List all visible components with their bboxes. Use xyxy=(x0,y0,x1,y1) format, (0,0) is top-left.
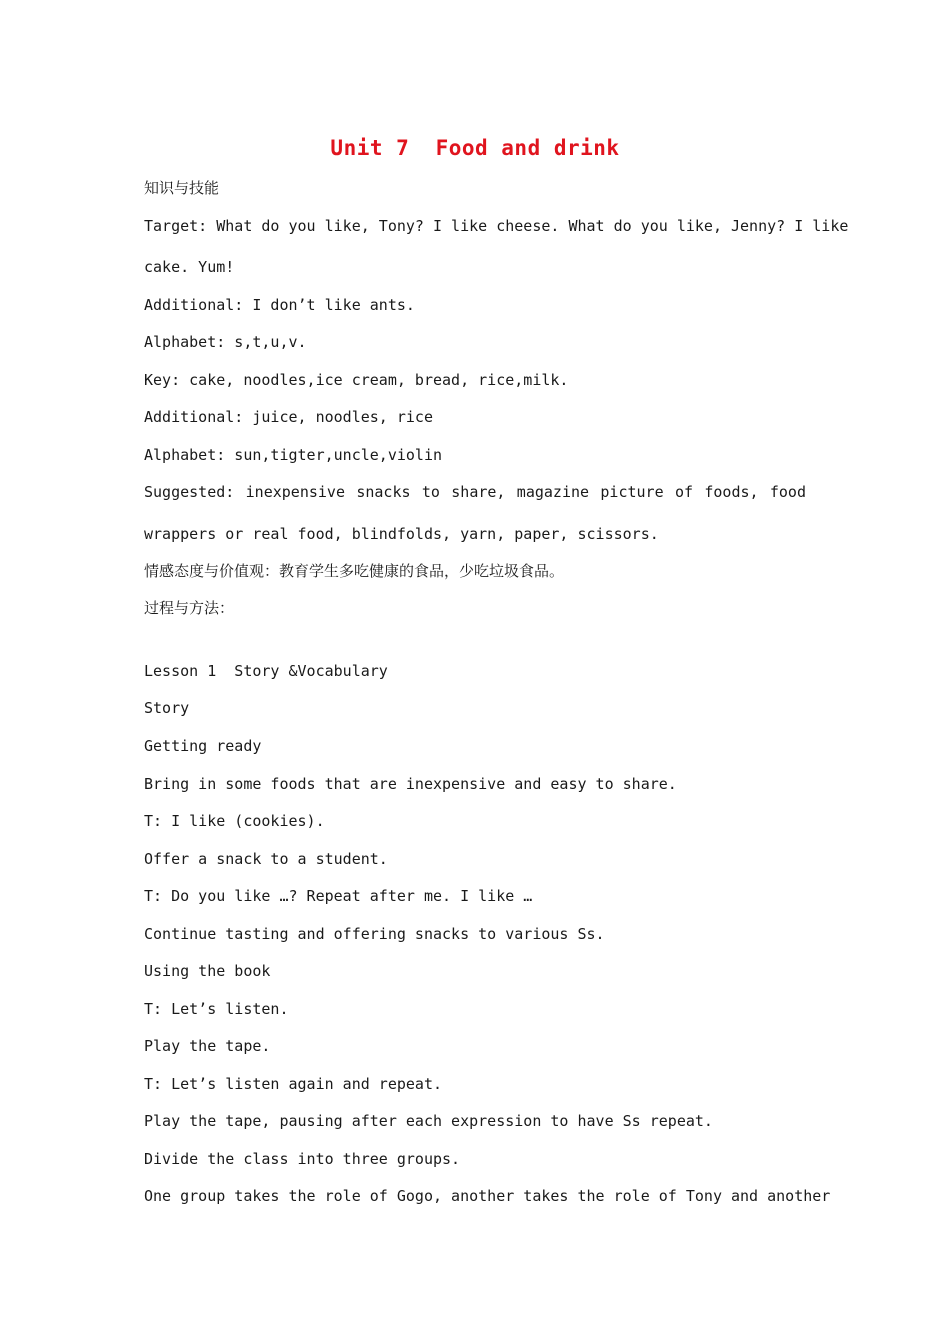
alphabet-line-1: Alphabet: s,t,u,v. xyxy=(144,333,307,351)
getting-ready-heading: Getting ready xyxy=(144,737,262,755)
play-tape-line: Play the tape. xyxy=(144,1037,271,1055)
additional-line-1: Additional: I don’t like ants. xyxy=(144,296,415,314)
process-methods-heading: 过程与方法： xyxy=(144,599,235,617)
target-line-1: Target: What do you like, Tony? I like cheese. What do you like, Jenny? I like xyxy=(144,217,849,235)
emotion-values-line: 情感态度与价值观：教育学生多吃健康的食品，少吃垃圾食品。 xyxy=(144,562,565,580)
target-line-2: cake. Yum! xyxy=(144,258,235,276)
teacher-listen-line: T: Let’s listen. xyxy=(144,1000,289,1018)
teacher-like-line: T: I like (cookies). xyxy=(144,812,325,830)
suggested-line-1: Suggested: inexpensive snacks to share, magazine picture of foods, food xyxy=(144,483,806,501)
using-book-heading: Using the book xyxy=(144,962,271,980)
story-heading: Story xyxy=(144,699,190,717)
alphabet-line-2: Alphabet: sun,tigter,uncle,violin xyxy=(144,446,443,464)
play-pausing-line: Play the tape, pausing after each expression to have Ss repeat. xyxy=(144,1112,713,1130)
page-title: Unit 7 Food and drink xyxy=(330,136,620,160)
offer-snack-line: Offer a snack to a student. xyxy=(144,850,388,868)
additional-line-2: Additional: juice, noodles, rice xyxy=(144,408,433,426)
continue-tasting-line: Continue tasting and offering snacks to various Ss. xyxy=(144,925,605,943)
teacher-do-you-like-line: T: Do you like …? Repeat after me. I like … xyxy=(144,887,533,905)
teacher-listen-again-line: T: Let’s listen again and repeat. xyxy=(144,1075,443,1093)
divide-class-line: Divide the class into three groups. xyxy=(144,1150,461,1168)
lesson-heading: Lesson 1 Story &Vocabulary xyxy=(144,662,388,680)
bring-foods-line: Bring in some foods that are inexpensive and easy to share. xyxy=(144,775,677,793)
knowledge-skills-heading: 知识与技能 xyxy=(144,179,220,197)
suggested-line-2: wrappers or real food, blindfolds, yarn, paper, scissors. xyxy=(144,525,659,543)
key-vocabulary-line: Key: cake, noodles,ice cream, bread, rice,milk. xyxy=(144,371,569,389)
group-roles-line: One group takes the role of Gogo, another takes the role of Tony and another xyxy=(144,1187,831,1205)
